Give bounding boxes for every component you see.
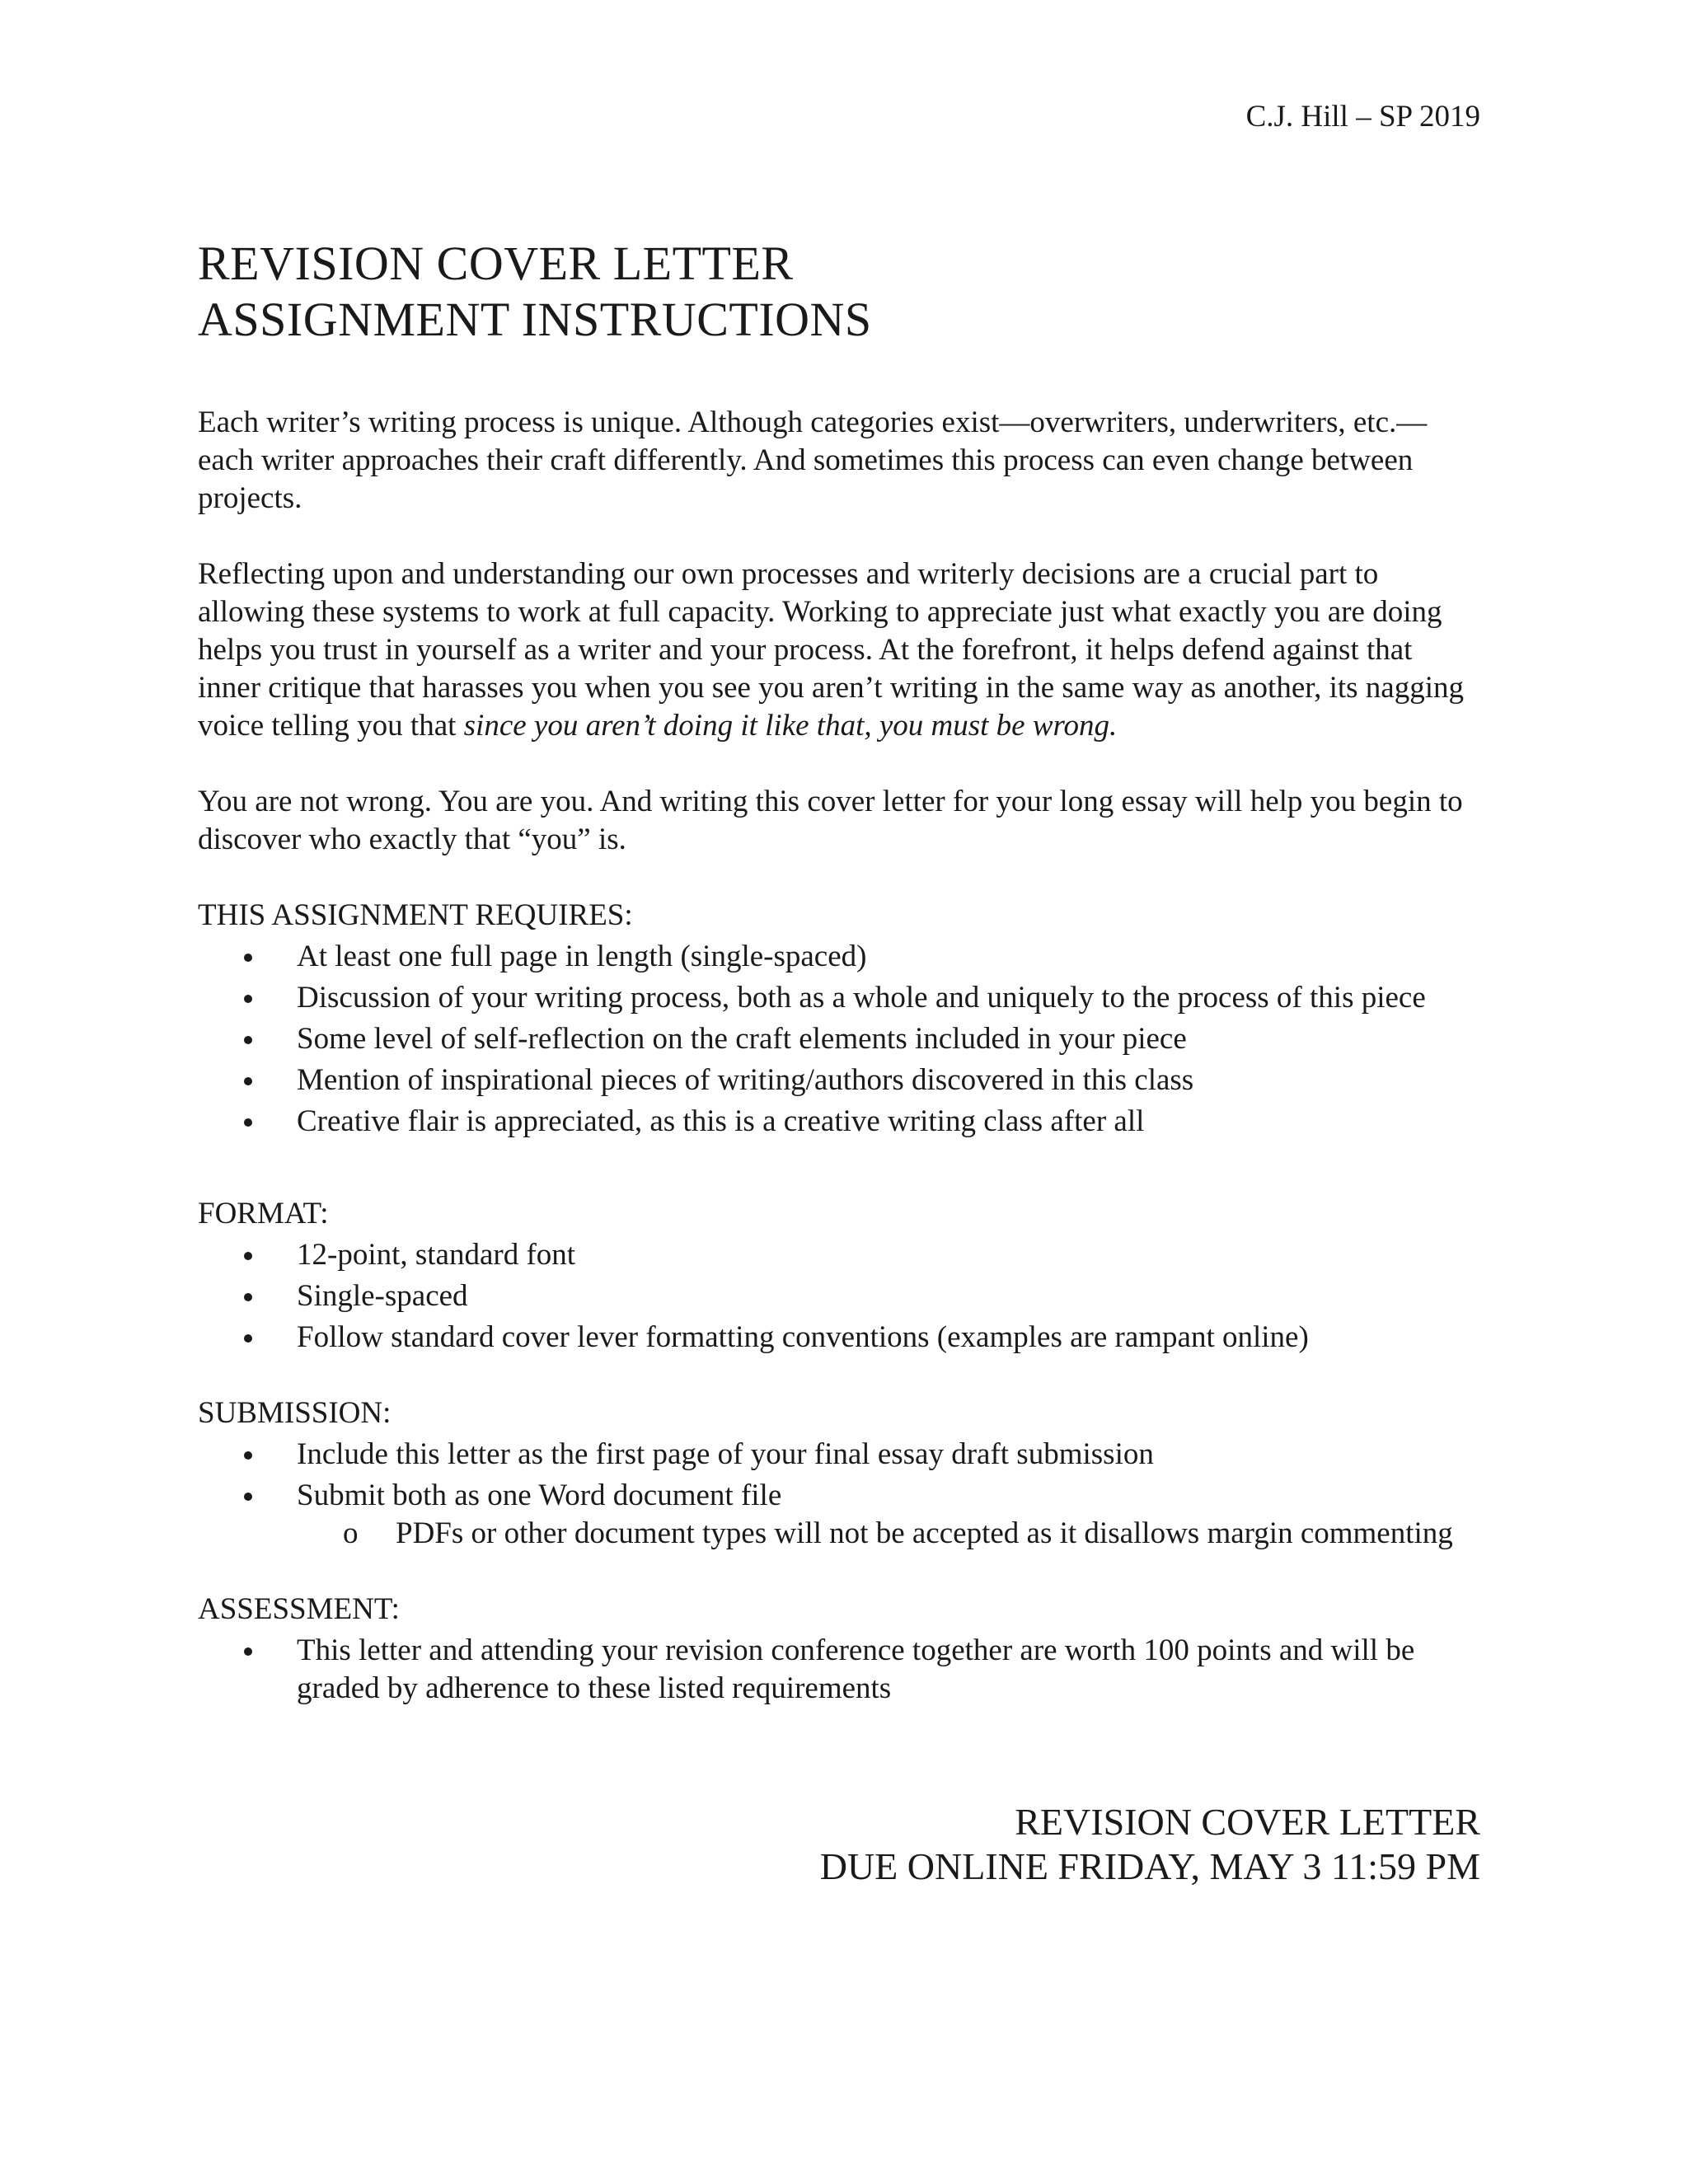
list-item-text: 12-point, standard font [297,1238,576,1272]
list-item [198,979,1480,1017]
closing-line-2: DUE ONLINE FRIDAY, MAY 3 11:59 PM [819,1845,1480,1887]
list-item-text: Submit both as one Word document file [297,1479,782,1512]
list-item-text: Creative flair is appreciated, as this is a creative writing class after all [297,1104,1145,1138]
bullet-icon [244,995,252,1003]
bullet-icon [244,954,252,962]
submission-heading: SUBMISSION: [198,1396,392,1430]
title-line-2: ASSIGNMENT INSTRUCTIONS [198,293,872,346]
bullet-icon [244,1293,252,1301]
submission-list [198,1436,1480,1553]
sub-list-item-text: PDFs or other document types will not be accepted as it disallows margin commenting [396,1516,1453,1550]
list-item-text: Include this letter as the first page of your final essay draft submission [297,1437,1154,1471]
list-item [198,1236,1480,1274]
reflection-paragraph [198,555,1480,745]
list-item [198,1477,1480,1553]
list-item [198,1103,1480,1141]
submission-sub-list [297,1515,1480,1553]
list-item-text: Discussion of your writing process, both as a whole and uniquely to the process of this piece [297,981,1426,1015]
closing-line-1: REVISION COVER LETTER [1015,1801,1480,1843]
bullet-icon [244,1334,252,1343]
assessment-heading: ASSESSMENT: [198,1592,400,1626]
bullet-icon [244,1451,252,1460]
sub-list-item [297,1515,1480,1553]
list-item [198,1319,1480,1357]
format-list [198,1236,1480,1357]
list-item [198,938,1480,976]
reflection-paragraph-italic: since you aren’t doing it like that, you must be wrong. [463,709,1118,743]
title-line-1: REVISION COVER LETTER [198,237,794,290]
list-item-text: Mention of inspirational pieces of writing/authors discovered in this class [297,1063,1194,1097]
document-title [198,236,1480,348]
encouragement-paragraph: You are not wrong. You are you. And writing this cover letter for your long essay will help you begin to discover who exactly that “you” is. [198,785,1463,856]
bullet-icon [244,1118,252,1127]
list-item-text: Some level of self-reflection on the craft elements included in your piece [297,1022,1187,1056]
sub-bullet-icon: o [343,1516,359,1550]
bullet-icon [244,1252,252,1260]
requires-heading: THIS ASSIGNMENT REQUIRES: [198,898,633,932]
list-item [198,1436,1480,1474]
list-item-text: This letter and attending your revision conference together are worth 100 points and will be graded by adherence to these listed requirements [297,1633,1415,1705]
list-item-text: Follow standard cover lever formatting conventions (examples are rampant online) [297,1320,1309,1354]
requires-list [198,938,1480,1141]
author-term-header: C.J. Hill – SP 2019 [1245,100,1480,134]
list-item-text: At least one full page in length (single-spaced) [297,940,867,973]
reflection-paragraph-text: Reflecting upon and understanding our own processes and writerly decisions are a crucial part to allowing these systems to work at full capacity. Working to appreciate just what exactly you are doing helps you trust in yourself as a writer and your process. At the forefront, it helps defend against that inner critique that harasses you when you see you aren’t writing in the same way as another, its nagging voice telling you that [198,557,1465,743]
intro-paragraph: Each writer’s writing process is unique. Although categories exist—overwriters, underwriters, etc.—each writer approaches their craft differently. And sometimes this process can even change between projects. [198,405,1428,515]
bullet-icon [244,1077,252,1085]
list-item-text: Single-spaced [297,1279,468,1313]
list-item [198,1632,1480,1708]
format-heading: FORMAT: [198,1197,329,1230]
bullet-icon [244,1493,252,1501]
assessment-list [198,1632,1480,1708]
list-item [198,1020,1480,1058]
due-date-block [198,1800,1480,1889]
list-item [198,1277,1480,1315]
bullet-icon [244,1647,252,1656]
list-item [198,1062,1480,1099]
bullet-icon [244,1036,252,1044]
